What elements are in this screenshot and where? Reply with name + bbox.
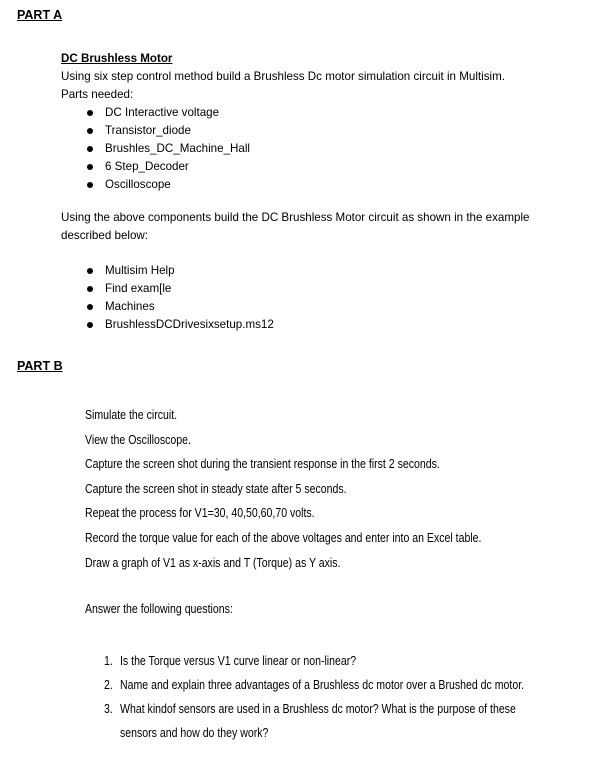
question-item [104, 697, 524, 721]
list-item: Machines [61, 298, 581, 316]
question-number: 3. [104, 701, 113, 716]
question-text: What kindof sensors are used in a Brushless dc motor? What is the purpose of these [120, 701, 516, 716]
question-number: 2. [104, 677, 113, 692]
list-item: Oscilloscope [61, 176, 591, 194]
task-line: Capture the screen shot in steady state after 5 seconds. [85, 480, 347, 496]
parts-list [61, 104, 591, 194]
intro-text: Using six step control method build a Brushless Dc motor simulation circuit in Multisim. [61, 70, 505, 83]
tasks-list [85, 403, 481, 575]
list-item: Brushles_DC_Machine_Hall [61, 140, 591, 158]
task-line: Record the torque value for each of the above voltages and enter into an Excel table. [85, 529, 482, 545]
list-item: Transistor_diode [61, 122, 591, 140]
parts-label: Parts needed: [61, 88, 134, 101]
task-line: Draw a graph of V1 as x-axis and T (Torque) as Y axis. [85, 554, 341, 570]
section-title: DC Brushless Motor [61, 52, 173, 65]
question-continuation: sensors and how do they work? [120, 725, 269, 740]
task-line: Repeat the process for V1=30, 40,50,60,70 volts. [85, 505, 315, 521]
question-number: 1. [104, 653, 113, 668]
part-a-heading: PART A [17, 8, 63, 22]
questions-list [104, 649, 524, 745]
list-item: 6 Step_Decoder [61, 158, 591, 176]
answer-label: Answer the following questions: [85, 601, 233, 616]
part-a-section [61, 50, 591, 194]
task-line: Simulate the circuit. [85, 407, 178, 422]
task-line: Capture the screen shot during the transient response in the first 2 seconds. [85, 456, 440, 472]
question-item [104, 649, 524, 673]
list-item: BrushlessDCDrivesixsetup.ms12 [61, 316, 581, 334]
list-item: DC Interactive voltage [61, 104, 591, 122]
list-item: Find exam[le [61, 280, 581, 298]
list-item: Multisim Help [61, 262, 581, 280]
steps-list [61, 262, 581, 334]
part-b-heading: PART B [17, 359, 63, 373]
task-line: View the Oscilloscope. [85, 431, 191, 447]
question-item [104, 673, 524, 697]
instruction-line: Using the above components build the DC Brushless Motor circuit as shown in the example [61, 211, 530, 224]
instruction-paragraph [61, 209, 571, 245]
steps-section [61, 262, 581, 334]
instruction-line: described below: [61, 229, 149, 242]
question-text: Is the Torque versus V1 curve linear or non-linear? [120, 653, 357, 668]
question-text: Name and explain three advantages of a Brushless dc motor over a Brushed dc motor. [120, 677, 525, 692]
